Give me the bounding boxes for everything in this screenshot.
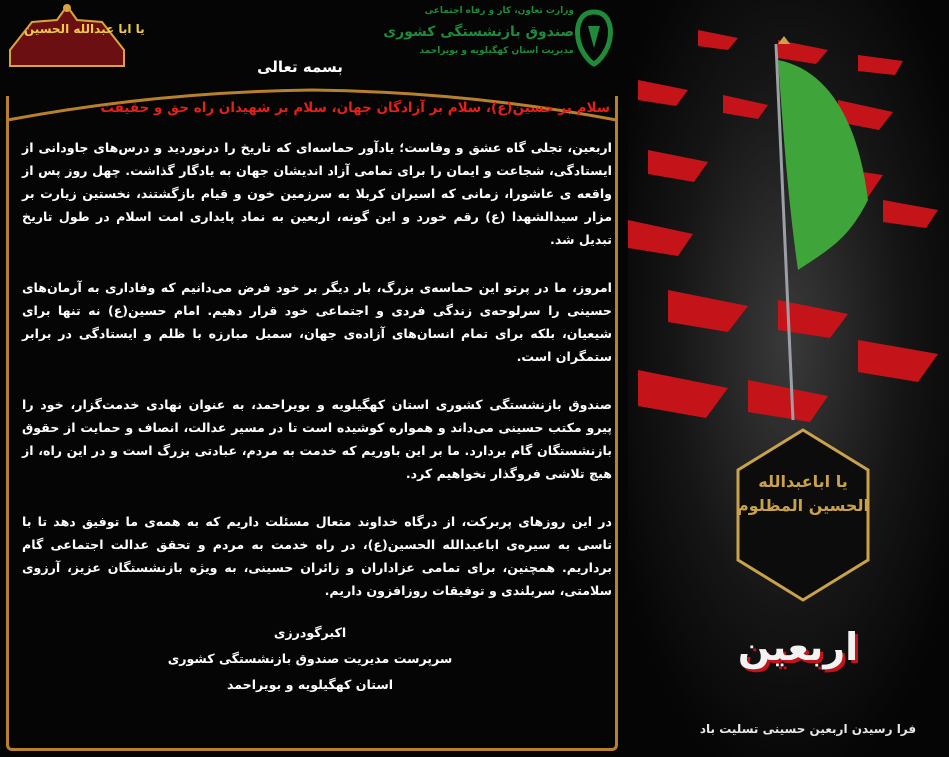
seal-text: یا ابا عبدالله الحسین xyxy=(24,22,145,36)
basmala-heading: بسمه تعالی xyxy=(257,58,343,76)
seal-icon xyxy=(2,0,145,72)
org-ministry: وزارت تعاون، کار و رفاه اجتماعی xyxy=(424,6,574,16)
condolence-text: فرا رسیدن اربعین حسینی تسلیت باد xyxy=(699,722,917,736)
medallion-calligraphy xyxy=(728,470,878,518)
signer-title: سرپرست مدیریت صندوق بازنشستگی کشوری xyxy=(167,651,453,666)
org-logo xyxy=(383,2,624,76)
salutation: سلام بر حسین(ع)، سلام بر آزادگان جهان، سلام بر شهیدان راه حق و حقیقت xyxy=(100,100,610,116)
paragraph-3: صندوق بازنشستگی کشوری استان کهگیلویه و بویراحمد، به عنوان نهادی خدمت‌گزار، خود را پیرو مکتب حسینی می‌داند و همواره کوشیده است تا در مسیر عدالت، انصاف و حمایت از حقوق بازنشستگان گام بردارد. ما بر این باوریم که خدمت به مردم، عبادتی بزرگ است و در این راه، از هیچ تلاشی فروگذار نخواهیم کرد. xyxy=(22,397,612,481)
paragraph-2: امروز، ما در پرتو این حماسه‌ی بزرگ، بار دیگر بر خود فرض می‌دانیم که وفاداری به آرمان‌های حسینی را سرلوحه‌ی زندگی فردی و اجتماعی خود قرار دهیم. امام حسین(ع) نه تنها برای شیعیان، بلکه برای تمام انسان‌های آزاده‌ی جهان، سمبل مبارزه با ظلم و ایستادگی در برابر ستمگران است. xyxy=(22,280,612,364)
org-branch: مدیریت استان کهگیلویه و بویراحمد xyxy=(419,46,574,56)
medallion-line-1: یا اباعبدالله xyxy=(758,472,848,491)
signature-block xyxy=(150,620,470,698)
signer-name: اکبرگودرزی xyxy=(273,625,347,640)
letter-body xyxy=(22,136,612,627)
arbaeen-title: اربعین xyxy=(737,625,859,669)
retirement-fund-logo-icon xyxy=(570,8,618,68)
arbaeen-artwork xyxy=(628,0,949,757)
paragraph-1: اربعین، تجلی گاه عشق و وفاست؛ یادآور حماسه‌ای که تاریخ را درنوردید و درس‌های جاودانی از ایستادگی، شجاعت و ایمان را برای تمامی آزاد اندیشان جهان به یادگار گذاشت. چهل روز پس از واقعه ی عاشورا، زمانی که اسیران کربلا به سرزمین خون و قیام بازگشتند، نخستین زیارت بر مزار سیدالشهدا (ع) رقم خورد و این گونه، اربعین به نماد پایداری امت اسلام در طول تاریخ تبدیل شد. xyxy=(22,140,612,247)
paragraph-4: در این روزهای پربرکت، از درگاه خداوند متعال مسئلت داریم که به همه‌ی ما توفیق دهد تا با تاسی به سیره‌ی اباعبدالله الحسین(ع)، در راه خدمت به مردم و تحقق عدالت اجتماعی گام برداریم. همچنین، برای تمامی عزاداران و زائران حسینی، به ویژه بازنشستگان عزیز، آرزوی سلامتی، سربلندی و توفیقات روزافزون داریم. xyxy=(22,514,612,598)
signer-region: استان کهگیلویه و بویراحمد xyxy=(226,677,394,692)
org-name: صندوق بازنشستگی کشوری xyxy=(383,24,574,40)
medallion-line-2: الحسین المظلوم xyxy=(737,496,869,515)
calligraphy-seal xyxy=(2,0,145,72)
